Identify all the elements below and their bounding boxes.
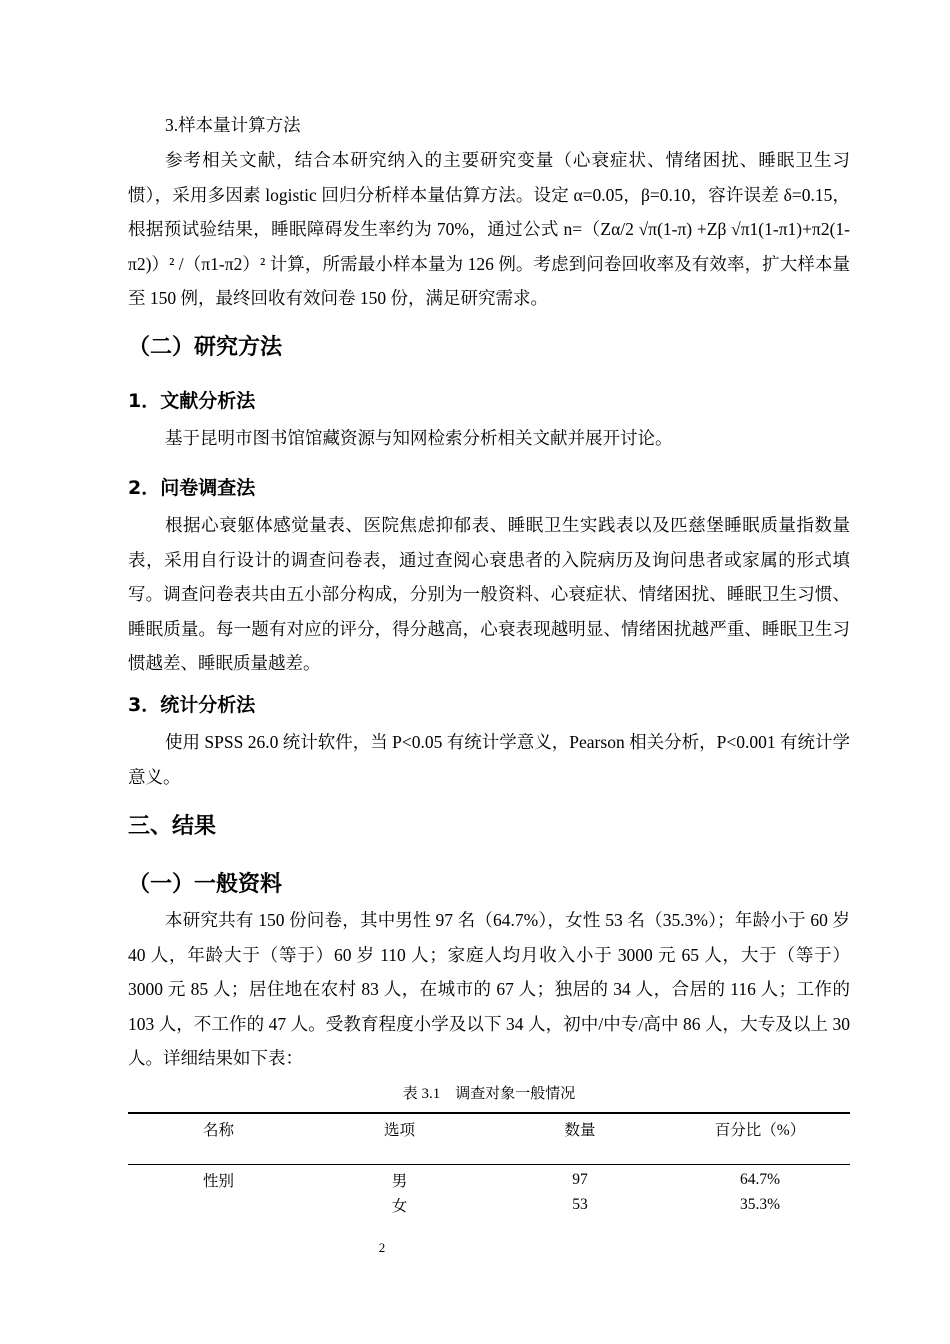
table-cell: 97 bbox=[572, 1170, 588, 1188]
sample-size-subtitle: 3.样本量计算方法 bbox=[165, 115, 301, 135]
table-cell: 性别 bbox=[202, 1172, 234, 1190]
statistics-method-paragraph: 使用 SPSS 26.0 统计软件，当 P<0.05 有统计学意义，Pearson 相关分析，P<0.001 有统计学意义。 bbox=[128, 732, 850, 787]
literature-method-heading: 1．文献分析法 bbox=[128, 390, 256, 412]
page-number: 2 bbox=[378, 1240, 386, 1255]
table-header-row bbox=[128, 1113, 850, 1164]
results-heading: 三、结果 bbox=[128, 814, 217, 839]
general-info-table bbox=[128, 1112, 850, 1218]
methods-heading: （二）研究方法 bbox=[128, 335, 283, 360]
table-cell bbox=[128, 1191, 309, 1218]
header-name: 名称 bbox=[128, 1113, 309, 1164]
table-cell: 53 bbox=[572, 1195, 588, 1213]
survey-method-heading: 2．问卷调查法 bbox=[128, 477, 256, 499]
header-option: 选项 bbox=[309, 1113, 490, 1164]
survey-method-paragraph: 根据心衰躯体感觉量表、医院焦虑抑郁表、睡眠卫生实践表以及匹慈堡睡眠质量指数量表，采用自行设计的调查问卷表，通过查阅心衰患者的入院病历及询问患者或家属的形式填写。调查问卷表共由五小部分构成，分别为一般资料、心衰症状、情绪困扰、睡眠卫生习惯、睡眠质量。每一题有对应的评分，得分越高，心衰表现越明显、情绪困扰越严重、睡眠卫生习惯越差、睡眠质量越差。 bbox=[128, 515, 850, 673]
table-cell: 女 bbox=[391, 1197, 408, 1215]
statistics-method-heading: 3．统计分析法 bbox=[128, 694, 256, 716]
general-info-heading: （一）一般资料 bbox=[128, 872, 283, 897]
table-row bbox=[128, 1164, 850, 1191]
general-info-paragraph: 本研究共有 150 份问卷，其中男性 97 名（64.7%），女性 53 名（35.3%）；年龄小于 60 岁 40 人，年龄大于（等于）60 岁 110 人；家庭人均月收入小于 3000 元 65 人，大于（等于）3000 元 85 人；居住地在农村 83 人，在城市的 67 人；独居的 34 人，合居的 116 人；工作的 103 人，不工作的 47 人。受教育程度小学及以下 34 人，初中/中专/高中 86 人，大专及以上 30 人。详细结果如下表： bbox=[128, 910, 850, 1068]
sample-size-paragraph: 参考相关文献，结合本研究纳入的主要研究变量（心衰症状、情绪困扰、睡眠卫生习惯），采用多因素 logistic 回归分析样本量估算方法。设定 α=0.05，β=0.10，容许误差 δ=0.15，根据预试验结果，睡眠障碍发生率约为 70%，通过公式 n=（Zα/2 √π(1-π) +Zβ √π1(1-π1)+π2(1-π2)）² /（π1-π2）² 计算，所需最小样本量为 126 例。考虑到问卷回收率及有效率，扩大样本量至 150 例，最终回收有效问卷 150 份，满足研究需求。 bbox=[128, 150, 850, 308]
table-cell: 35.3% bbox=[739, 1195, 781, 1213]
header-count: 数量 bbox=[490, 1113, 670, 1164]
header-percent: 百分比（%） bbox=[670, 1113, 850, 1164]
table-cell: 64.7% bbox=[739, 1170, 781, 1188]
table-cell: 男 bbox=[391, 1172, 408, 1190]
table-caption: 表 3.1 调查对象一般情况 bbox=[402, 1086, 576, 1102]
literature-method-paragraph: 基于昆明市图书馆馆藏资源与知网检索分析相关文献并展开讨论。 bbox=[165, 428, 673, 448]
table-row bbox=[128, 1191, 850, 1218]
